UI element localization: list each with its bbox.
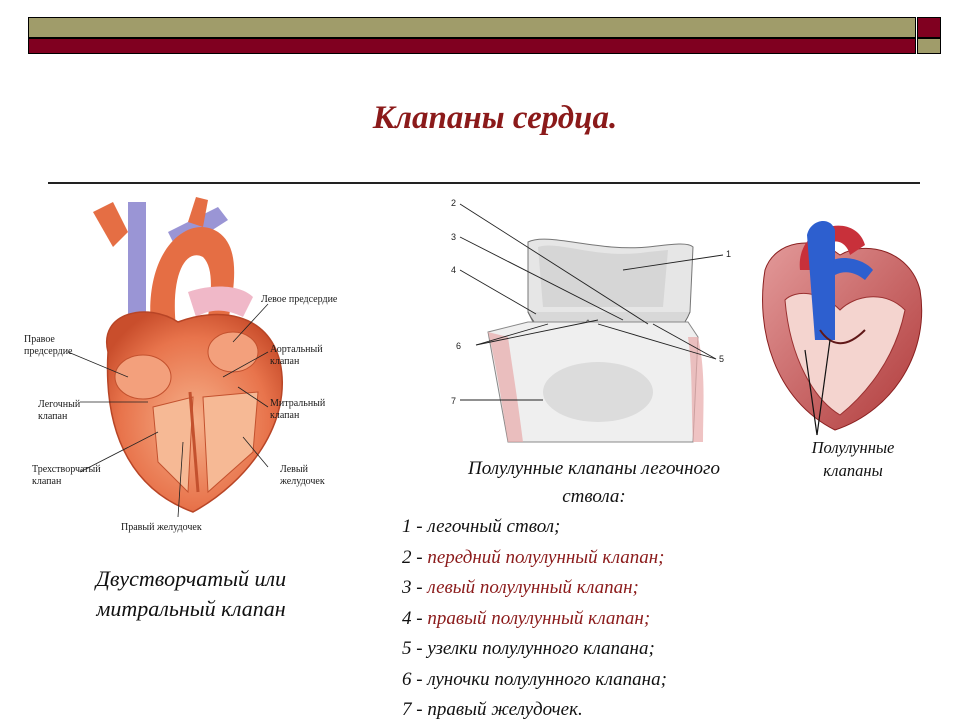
right-caption-line2: клапаны [823,461,883,480]
right-caption-line1: Полулунные [811,438,895,457]
legend-text: передний полулунный клапан; [427,546,665,568]
header-corner-maroon [917,17,941,38]
legend-item [402,634,802,665]
legend-text: узелки полулунного клапана; [427,638,655,659]
num-7: 7 [451,396,457,406]
legend-num: 7 - [402,699,428,720]
left-caption-line2: митральный клапан [96,596,286,621]
legend-item [402,512,802,543]
legend-num: 4 - [402,607,428,629]
label-tricuspid-1: Трехстворчатый [32,464,101,475]
label-pulmonary-1: Легочный [38,399,81,410]
legend-text: правый желудочек. [427,699,583,720]
header-corner-olive [917,38,941,54]
label-mitral-2: клапан [270,410,300,421]
legend-text: легочный ствол; [427,516,561,537]
header-bar-maroon [28,38,916,54]
header-bar-olive [28,17,916,38]
legend-num: 3 - [402,577,428,598]
num-2: 2 [451,198,457,208]
label-left-ventricle-1: Левый [280,464,308,475]
label-left-ventricle-2: желудочек [280,476,325,487]
num-5: 5 [719,354,725,364]
legend-num: 1 - [402,516,428,537]
label-aortic-2: клапан [270,356,300,367]
heart-diagram-left [18,192,368,540]
legend-title [412,455,776,511]
legend-item [402,543,802,574]
right-figure-caption [770,436,936,482]
num-6: 6 [456,341,462,351]
legend-title-line2: ствола: [562,486,626,507]
legend-text: правый полулунный клапан; [427,607,651,629]
label-right-atrium-1: Правое [24,334,55,345]
legend-list [402,512,802,726]
legend-text: левый полулунный клапан; [427,577,639,598]
pulmonary-valve-illustration [448,192,738,450]
title-divider [48,182,920,184]
legend-item [402,573,802,604]
label-right-atrium-2: предсердие [24,346,73,357]
num-4: 4 [451,265,457,275]
legend-item [402,695,802,726]
legend-num: 2 - [402,546,428,568]
heart-diagram-right [745,210,935,438]
legend-title-line1: Полулунные клапаны легочного [468,458,720,479]
num-3: 3 [451,232,457,242]
heart-illustration [18,192,368,540]
label-tricuspid-2: клапан [32,476,62,487]
label-left-atrium: Левое предсердие [261,294,338,305]
slide-title: Клапаны сердца. [372,100,618,136]
legend-item [402,604,802,635]
pulmonary-valve-diagram [448,192,738,450]
num-1: 1 [726,249,732,259]
label-right-ventricle: Правый желудочек [121,522,202,533]
legend-text: луночки полулунного клапана; [427,668,667,690]
legend-item [402,665,802,696]
label-pulmonary-2: клапан [38,411,68,422]
label-aortic-1: Аортальный [270,344,323,355]
label-mitral-1: Митральный [270,398,326,409]
left-caption-line1: Двустворчатый или [95,566,287,591]
left-figure-caption [60,564,322,624]
legend-num: 6 - [402,668,428,690]
heart-semilunar-illustration [745,210,935,438]
legend-num: 5 - [402,638,428,659]
